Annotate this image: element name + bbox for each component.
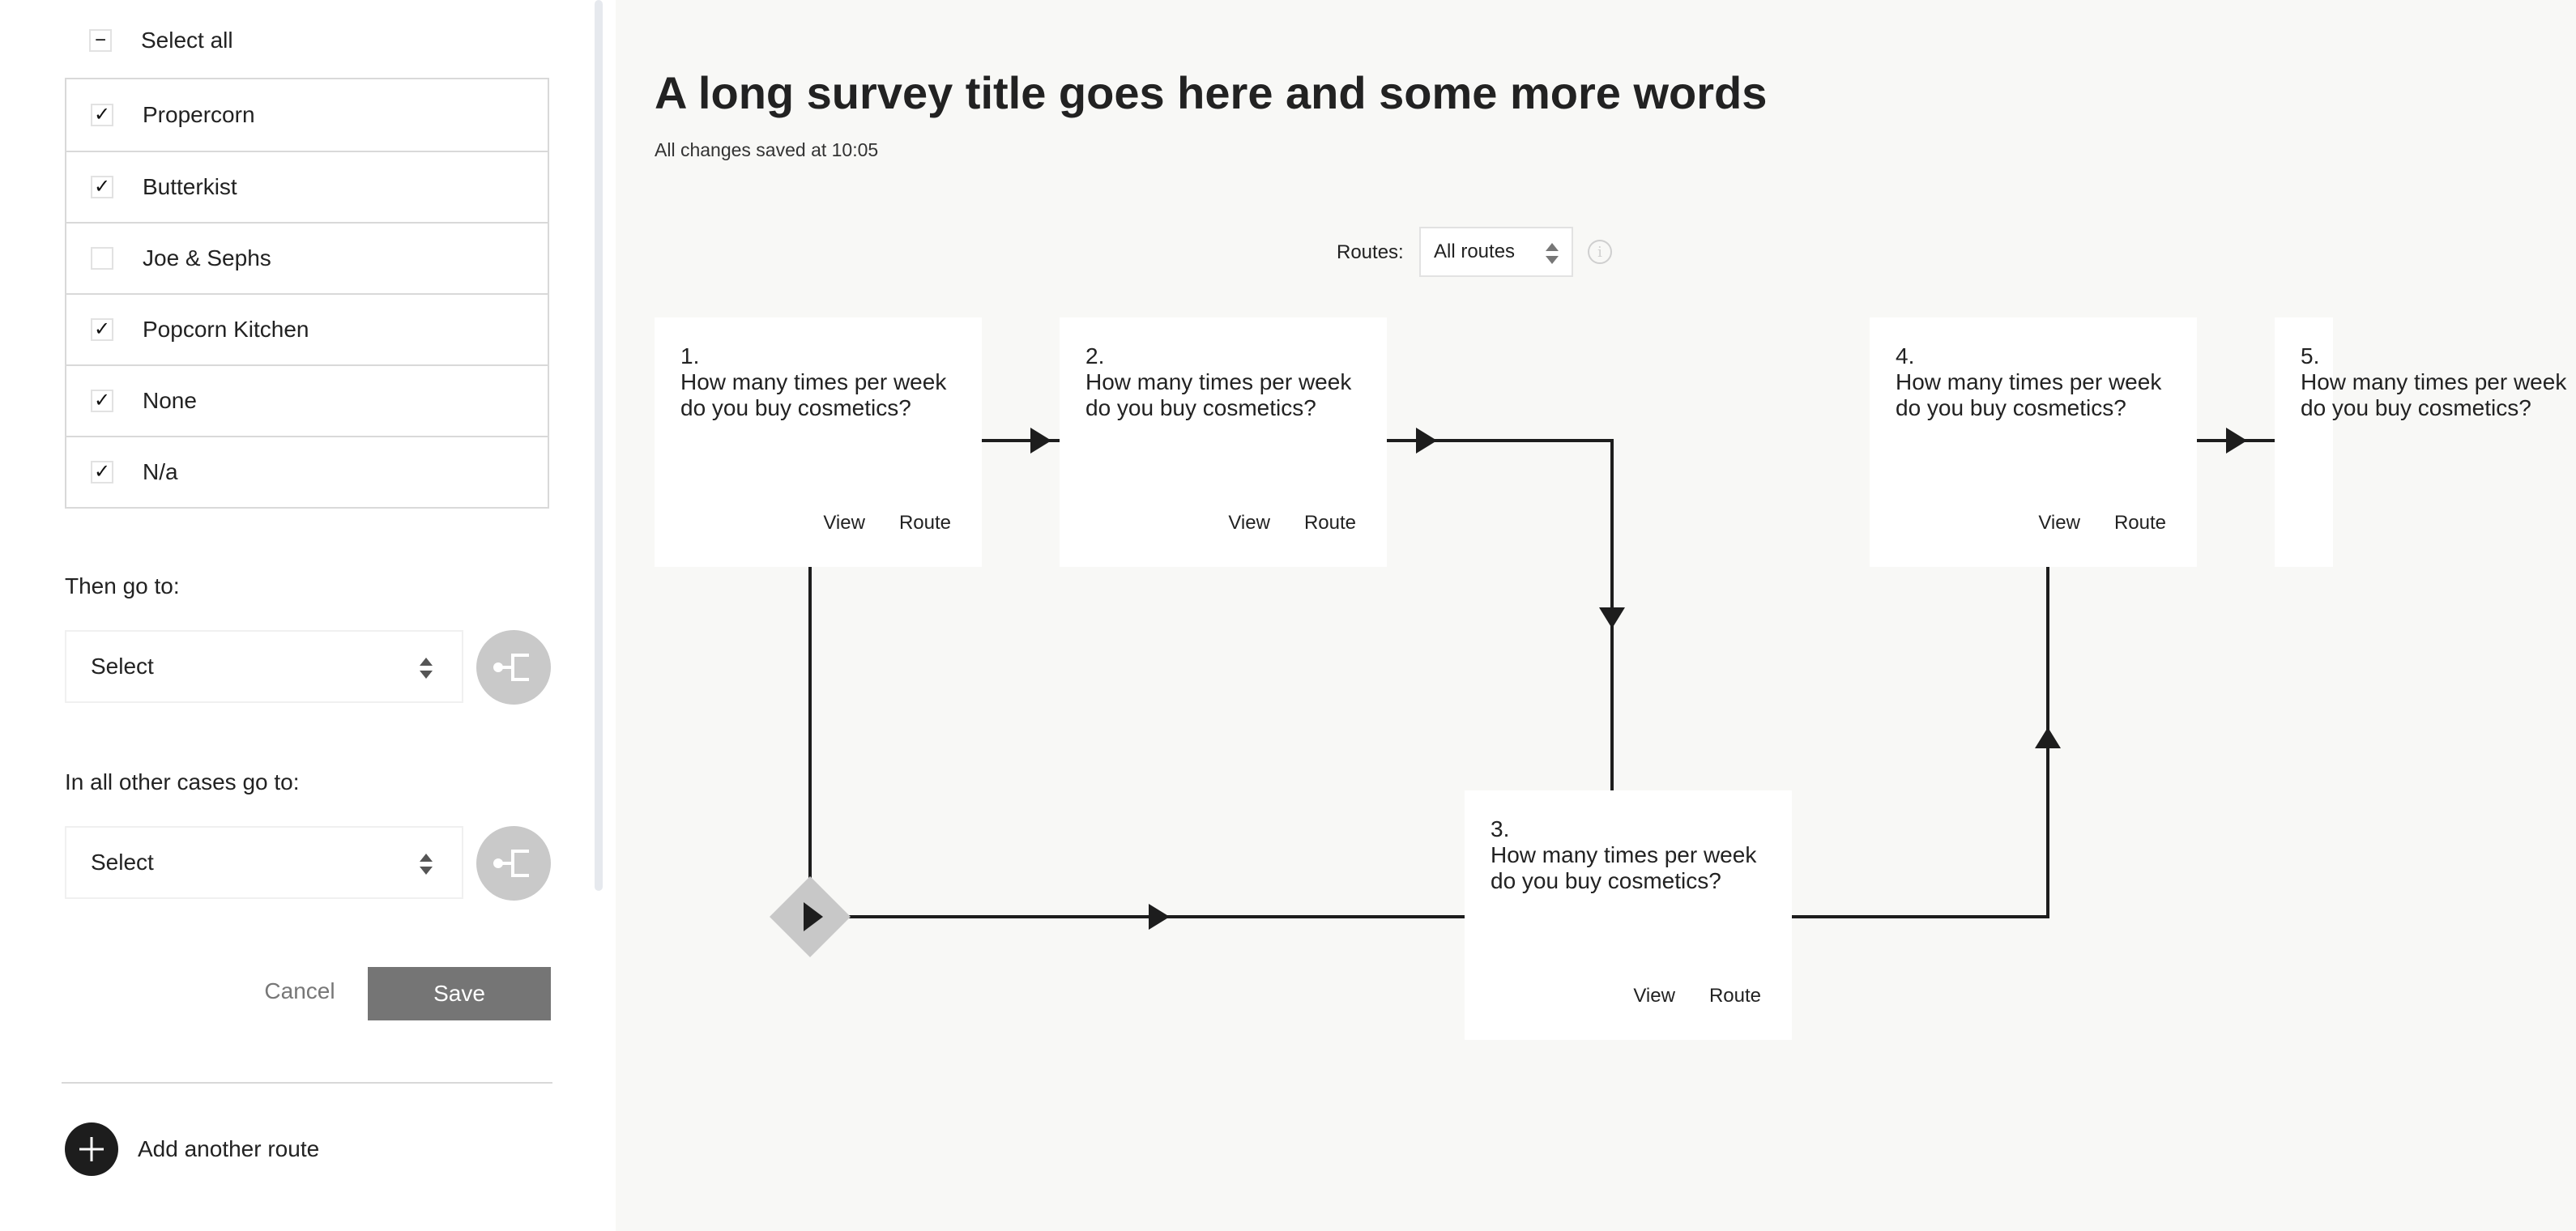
route-button[interactable]: Route <box>898 512 951 534</box>
branch-node-icon <box>770 876 851 957</box>
arrow-right-icon <box>1149 904 1170 930</box>
question-number: 4. <box>1896 343 1915 368</box>
save-button[interactable]: Save <box>368 967 551 1020</box>
check-icon: ✓ <box>93 176 111 198</box>
option-label: Butterkist <box>143 174 237 199</box>
arrow-right-icon <box>1030 428 1051 454</box>
other-cases-label: In all other cases go to: <box>65 769 300 794</box>
view-button[interactable]: View <box>1228 512 1270 534</box>
option-label: None <box>143 388 197 413</box>
question-text: How many times per week do you buy cosmetics? <box>2301 369 2567 420</box>
routes-filter-label: Routes: <box>1337 241 1404 263</box>
select-all-label: Select all <box>141 28 233 53</box>
question-card[interactable] <box>655 317 982 567</box>
question-card[interactable] <box>1465 790 1792 1040</box>
arrow-up-icon <box>2035 727 2061 748</box>
then-go-to-value: Select <box>91 654 154 679</box>
question-text: How many times per week do you buy cosmetics? <box>1896 369 2162 420</box>
question-text: How many times per week do you buy cosmetics? <box>1085 369 1352 420</box>
indeterminate-icon: − <box>94 29 106 51</box>
route-button[interactable]: Route <box>1708 985 1761 1007</box>
page-title: A long survey title goes here and some more words <box>655 67 1768 118</box>
question-card[interactable] <box>1870 317 2197 567</box>
arrow-right-icon <box>1416 428 1437 454</box>
routes-filter-value: All routes <box>1434 241 1516 262</box>
check-icon: ✓ <box>93 104 111 126</box>
check-icon: ✓ <box>93 461 111 483</box>
view-button[interactable]: View <box>823 512 865 534</box>
connector-1-3 <box>810 567 1465 917</box>
question-number: 1. <box>680 343 700 368</box>
question-number: 5. <box>2301 343 2320 368</box>
connector-3-4 <box>1792 567 2048 917</box>
question-card[interactable] <box>2275 317 2567 567</box>
question-text: How many times per week do you buy cosmetics? <box>680 369 947 420</box>
view-button[interactable]: View <box>2038 512 2080 534</box>
arrow-down-icon <box>1599 607 1625 628</box>
route-button[interactable]: Route <box>2113 512 2166 534</box>
route-button[interactable]: Route <box>1303 512 1356 534</box>
arrow-right-icon <box>2226 428 2247 454</box>
cancel-button[interactable]: Cancel <box>264 978 335 1003</box>
question-number: 2. <box>1085 343 1105 368</box>
question-number: 3. <box>1491 816 1510 841</box>
check-icon: ✓ <box>93 390 111 411</box>
info-icon[interactable]: i <box>1588 240 1612 264</box>
option-label: Propercorn <box>143 102 255 127</box>
question-text: How many times per week do you buy cosmetics? <box>1491 842 1757 893</box>
option-label: Joe & Sephs <box>143 245 271 270</box>
then-go-to-label: Then go to: <box>65 573 180 598</box>
other-cases-value: Select <box>91 850 154 875</box>
connector-2-3 <box>1387 441 1612 790</box>
option-label: N/a <box>143 459 178 484</box>
check-icon: ✓ <box>93 318 111 340</box>
question-card[interactable] <box>1060 317 1387 567</box>
option-label: Popcorn Kitchen <box>143 317 309 342</box>
add-route-label: Add another route <box>138 1136 320 1161</box>
view-button[interactable]: View <box>1633 985 1675 1007</box>
save-status: All changes saved at 10:05 <box>655 139 879 160</box>
